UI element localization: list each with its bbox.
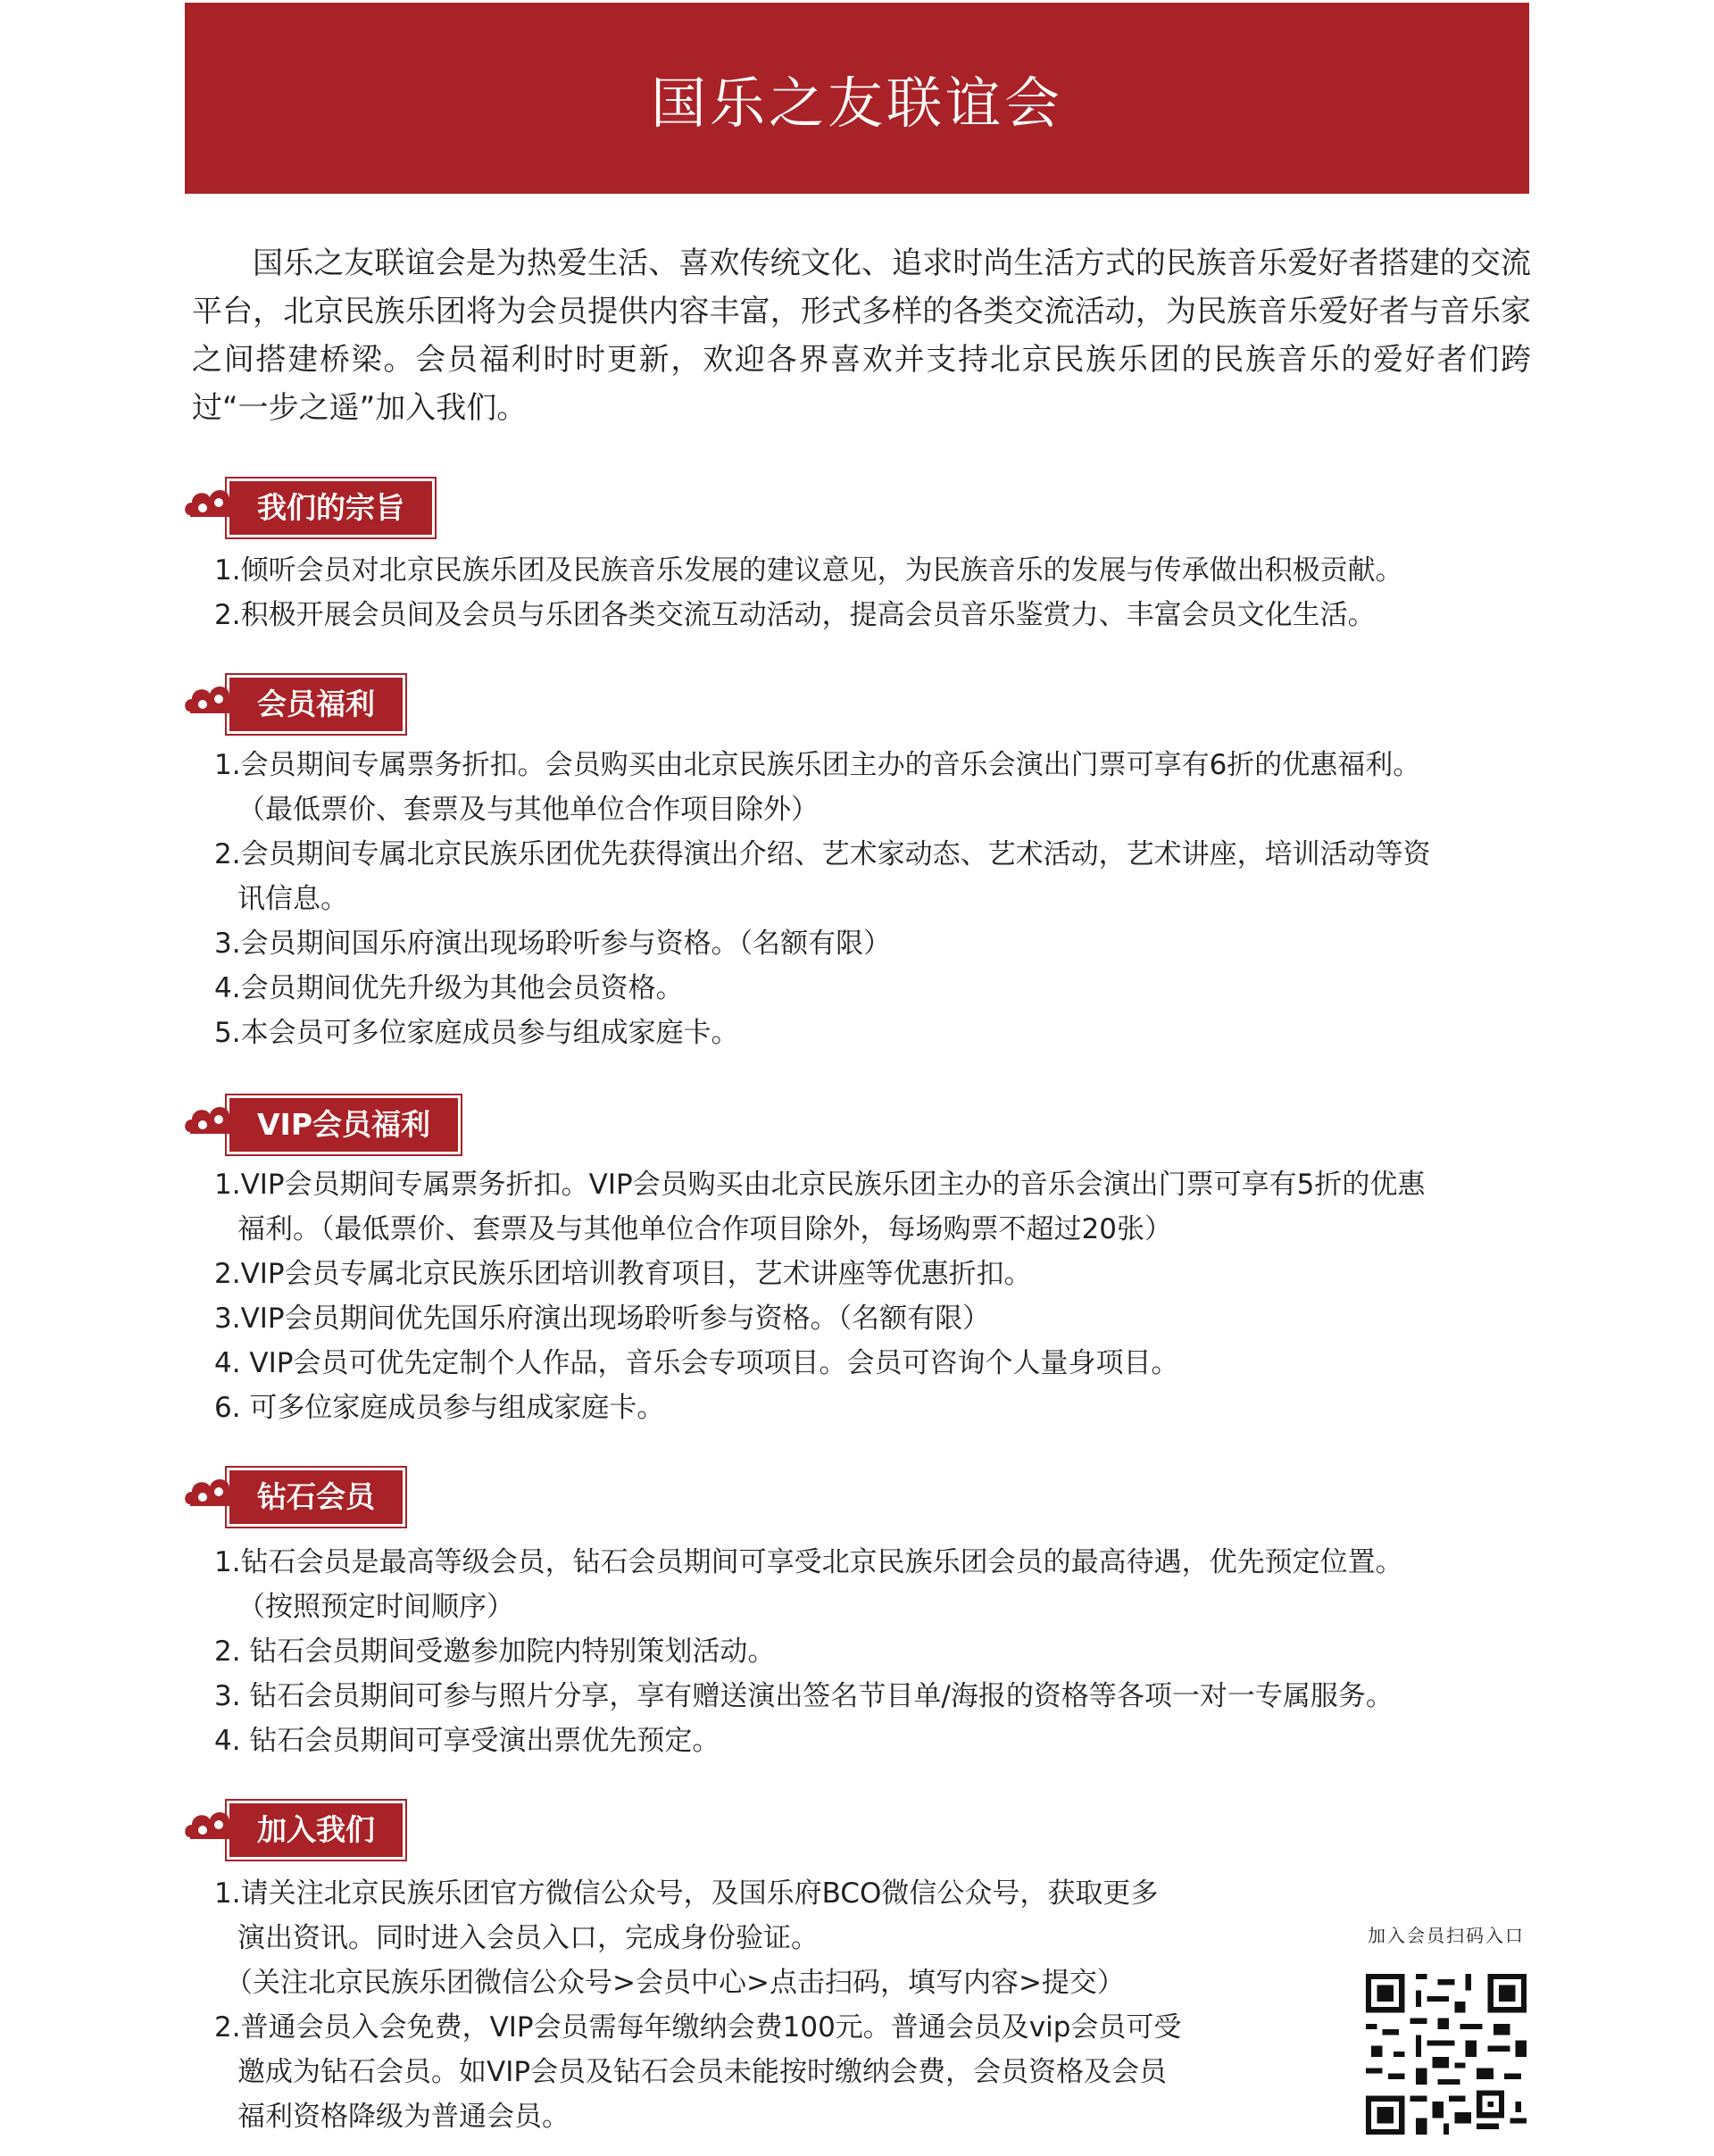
list-item: 5.本会员可多位家庭成员参与组成家庭卡。 xyxy=(214,1017,739,1049)
purpose-list xyxy=(214,548,1527,637)
section-title: 钻石会员 xyxy=(229,1470,403,1524)
list-item: 1.倾听会员对北京民族乐团及民族音乐发展的建议意见，为民族音乐的发展与传承做出积极贡献。 xyxy=(214,554,1403,587)
benefits-list xyxy=(214,743,1527,1055)
list-item: 3. 钻石会员期间可参与照片分享，享有赠送演出签名节目单/海报的资格等各项一对一专属服务。 xyxy=(214,1680,1394,1712)
list-item: 2.VIP会员专属北京民族乐团培训教育项目，艺术讲座等优惠折扣。 xyxy=(214,1258,1032,1290)
list-item: 2.普通会员入会免费，VIP会员需每年缴纳会费100元。普通会员及vip会员可受 邀成为钻石会员。如VIP会员及钻石会员未能按时缴纳会费，会员资格及会员 福利资格降级为普通会员。 xyxy=(214,2011,1182,2133)
list-item: 2.会员期间专属北京民族乐团优先获得演出介绍、艺术家动态、艺术活动，艺术讲座，培训活动等资 讯信息。 xyxy=(214,838,1431,915)
intro-paragraph: 国乐之友联谊会是为热爱生活、喜欢传统文化、追求时尚生活方式的民族音乐爱好者搭建的交流平台，北京民族乐团将为会员提供内容丰富，形式多样的各类交流活动，为民族音乐爱好者与音乐家之间搭建桥梁。会员福利时时更新，欢迎各界喜欢并支持北京民族乐团的民族音乐的爱好者们跨过“一步之遥”加入我们。 xyxy=(192,246,1531,426)
diamond-list xyxy=(214,1540,1527,1763)
section-title: 会员福利 xyxy=(229,678,403,731)
qr-code-icon[interactable] xyxy=(1366,1974,1527,2135)
page-title: 国乐之友联谊会 xyxy=(650,70,1063,136)
list-item: 1.会员期间专属票务折扣。会员购买由北京民族乐团主办的音乐会演出门票可享有6折的优惠福利。 （最低票价、套票及与其他单位合作项目除外） xyxy=(214,749,1421,826)
section-title: 我们的宗旨 xyxy=(229,481,432,535)
page-header xyxy=(185,3,1529,194)
list-item: 6. 可多位家庭成员参与组成家庭卡。 xyxy=(214,1392,665,1424)
list-item: 2.积极开展会员间及会员与乐团各类交流互动活动，提高会员音乐鉴赏力、丰富会员文化生活。 xyxy=(214,599,1376,631)
list-item: 4. VIP会员可优先定制个人作品，音乐会专项项目。会员可咨询个人量身项目。 xyxy=(214,1347,1179,1379)
section-title: VIP会员福利 xyxy=(229,1098,458,1152)
qr-label: 加入会员扫码入口 xyxy=(1368,1925,1525,1946)
section-title: 加入我们 xyxy=(229,1803,403,1857)
list-item: 4. 钻石会员期间可享受演出票优先预定。 xyxy=(214,1725,720,1757)
list-item: 3.会员期间国乐府演出现场聆听参与资格。（名额有限） xyxy=(214,928,892,960)
list-item: 3.VIP会员期间优先国乐府演出现场聆听参与资格。（名额有限） xyxy=(214,1303,991,1335)
list-item: 1.请关注北京民族乐团官方微信公众号，及国乐府BCO微信公众号，获取更多 演出资讯。同时进入会员入口，完成身份验证。 （关注北京民族乐团微信公众号>会员中心>点击扫码，填写内容>提交） xyxy=(214,1877,1159,1999)
join-list xyxy=(214,1871,1241,2139)
qr-block xyxy=(1357,1921,1535,2138)
list-item: 1.VIP会员期间专属票务折扣。VIP会员购买由北京民族乐团主办的音乐会演出门票可享有5折的优惠 福利。（最低票价、套票及与其他单位合作项目除外，每场购票不超过20张） xyxy=(214,1169,1426,1245)
list-item: 2. 钻石会员期间受邀参加院内特别策划活动。 xyxy=(214,1636,776,1668)
list-item: 4.会员期间优先升级为其他会员资格。 xyxy=(214,972,684,1004)
list-item: 1.钻石会员是最高等级会员，钻石会员期间可享受北京民族乐团会员的最高待遇，优先预定位置。 （按照预定时间顺序） xyxy=(214,1546,1403,1623)
vip-list xyxy=(214,1162,1527,1430)
